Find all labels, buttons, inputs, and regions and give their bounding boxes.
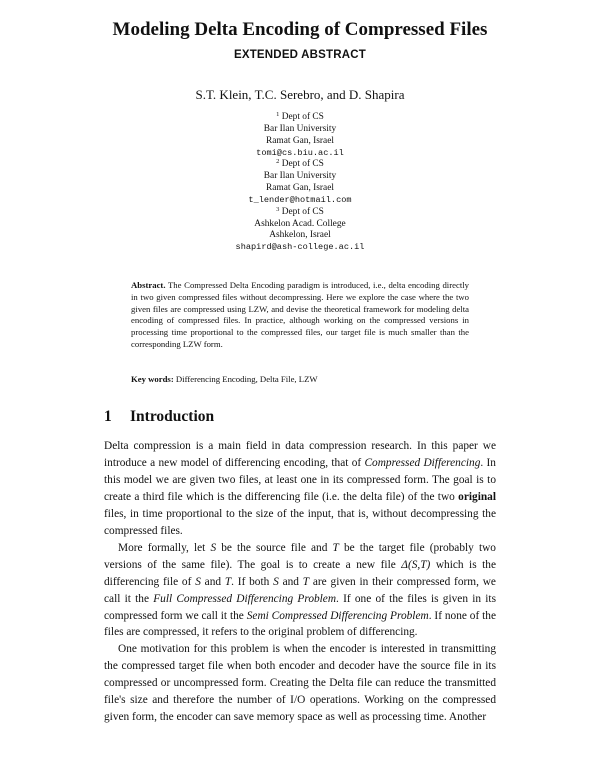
affiliations bbox=[0, 112, 600, 254]
affiliation-1 bbox=[0, 112, 600, 159]
affiliation-email: tomi@cs.biu.ac.il bbox=[256, 147, 344, 158]
text-run: Delta compression is a main field in data compression research. In this paper we introduce a new model of differencing encoding, that of bbox=[104, 440, 496, 469]
emphasis: Compressed Differencing bbox=[364, 456, 481, 469]
text-run: are given in their compressed form, we call it the bbox=[104, 575, 496, 605]
text-run: which is the differencing file of bbox=[104, 558, 496, 588]
affiliation-2 bbox=[0, 159, 600, 206]
math-var: T bbox=[332, 541, 339, 554]
affiliation-number: 2 bbox=[276, 158, 280, 166]
paragraph-2 bbox=[104, 540, 496, 642]
abstract-text: The Compressed Delta Encoding paradigm is introduced, i.e., delta encoding directly in two given compressed files without decompressing. Here we explore the case where the two given files are compressed using LZW, and devise the theoretical framework for modeling delta encoding of compressed files. In practice, although working on the compressed versions in processing time proportional to the compressed files, our target file is much smaller than the corresponding LZW form. bbox=[131, 280, 469, 349]
math-var: S bbox=[195, 575, 201, 588]
math-var: T bbox=[224, 575, 232, 588]
math-var: T bbox=[302, 575, 310, 588]
author-list: S.T. Klein, T.C. Serebro, and D. Shapira bbox=[195, 87, 405, 102]
math-expression: Δ(S,T) bbox=[401, 558, 431, 571]
affiliation-email: shapird@ash-college.ac.il bbox=[235, 242, 365, 253]
math-var: S bbox=[273, 575, 279, 588]
affiliation-3 bbox=[0, 207, 600, 254]
text-run: be the target file (probably two versions of the same file). The goal is to create a new file bbox=[104, 541, 496, 571]
keywords-text: Differencing Encoding, Delta File, LZW bbox=[175, 374, 318, 384]
text-run: be the source file and bbox=[221, 541, 328, 554]
text-run: and bbox=[204, 575, 222, 588]
affiliation-dept: Dept of CS bbox=[281, 159, 324, 170]
section-heading bbox=[104, 408, 214, 426]
text-run: files, in time proportional to the size of the input, that is, without decompressing the compressed files. bbox=[104, 507, 496, 537]
text-run: . If both bbox=[231, 575, 270, 588]
affiliation-location: Ashkelon, Israel bbox=[269, 230, 331, 241]
affiliation-location: Ramat Gan, Israel bbox=[266, 135, 334, 146]
affiliation-email: t_lender@hotmail.com bbox=[248, 194, 352, 205]
keywords-label: Key words: bbox=[131, 374, 174, 384]
affiliation-institution: Bar Ilan University bbox=[263, 171, 337, 182]
text-run: . In this model we are given two files, at least one in its compressed form. The goal is to create a third file which is the differencing file (i.e. the delta file) of the two bbox=[104, 456, 496, 503]
paper-subtitle: EXTENDED ABSTRACT bbox=[233, 49, 367, 61]
affiliation-number: 3 bbox=[276, 205, 280, 213]
section-number: 1 bbox=[104, 408, 112, 425]
emphasis: Semi Compressed Differencing Problem bbox=[246, 609, 429, 622]
section-title: Introduction bbox=[130, 408, 215, 425]
keywords bbox=[131, 374, 469, 384]
affiliation-number: 1 bbox=[276, 111, 280, 118]
paper-title: Modeling Delta Encoding of Compressed Files bbox=[112, 19, 488, 40]
emphasis: Full Compressed Differencing Problem bbox=[153, 592, 337, 605]
affiliation-dept: Dept of CS bbox=[281, 112, 324, 122]
text-run: . If none of the files are compressed, it refers to the original problem of differencing. bbox=[104, 609, 497, 639]
math-var: S bbox=[210, 541, 217, 554]
affiliation-location: Ramat Gan, Israel bbox=[266, 183, 334, 194]
affiliation-institution: Bar Ilan University bbox=[263, 123, 337, 134]
text-run: and bbox=[282, 575, 299, 588]
affiliation-institution: Ashkelon Acad. College bbox=[254, 218, 346, 229]
text-run: More formally, let bbox=[118, 541, 206, 554]
text-run: . If one of the files is given in its compressed form we call it the bbox=[104, 592, 496, 622]
paragraph-1 bbox=[104, 438, 496, 540]
strong-text: original bbox=[458, 490, 496, 503]
body-text bbox=[104, 438, 496, 726]
paragraph-3: One motivation for this problem is when the encoder is interested in transmitting the compressed target file when both encoder and decoder have the source file in its compressed or uncompressed form. Creating the Delta file can reduce the transmitted file's size and therefore the number of I/O operations. Working on the compressed given form, the encoder can save memory space as well as processing time. Another bbox=[104, 643, 496, 724]
abstract bbox=[131, 280, 469, 351]
affiliation-dept: Dept of CS bbox=[281, 206, 324, 217]
abstract-label: Abstract. bbox=[131, 280, 166, 290]
